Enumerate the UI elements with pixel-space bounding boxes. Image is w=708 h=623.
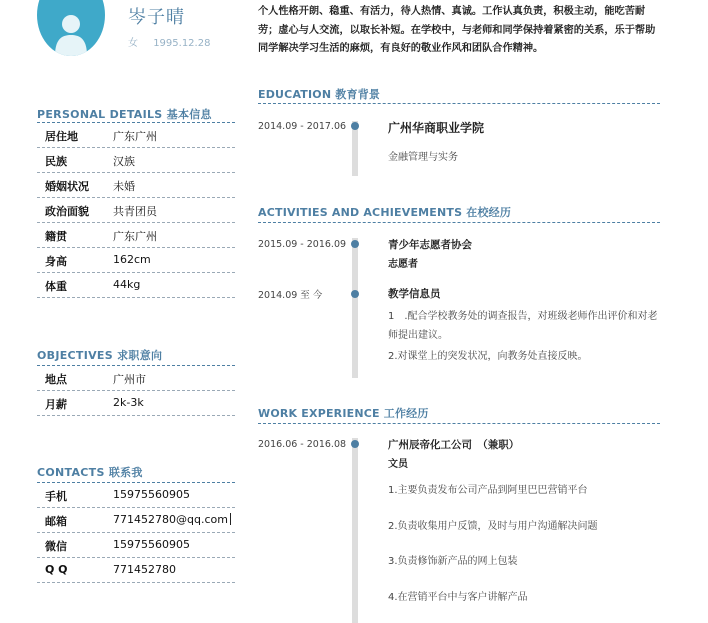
personal-row-political bbox=[37, 198, 235, 223]
contact-row-wechat bbox=[37, 533, 235, 558]
personal-list bbox=[37, 123, 235, 298]
education-major: 金融管理与实务 bbox=[388, 152, 458, 163]
personal-row-height bbox=[37, 248, 235, 273]
work-date: 2016.06 - 2016.08 bbox=[258, 439, 347, 450]
row-key: 手机 bbox=[45, 490, 67, 503]
personal-details-title: PERSONAL DETAILS 基本信息 bbox=[37, 108, 212, 121]
contact-row-email[interactable] bbox=[37, 508, 235, 533]
timeline-dot-icon bbox=[351, 440, 359, 448]
row-key: 体重 bbox=[45, 280, 67, 293]
personal-row-residence bbox=[37, 123, 235, 148]
activity-desc-2a: 1 .配合学校教务处的调查报告，对班级老师作出评价和对老师提出建议。 bbox=[388, 311, 658, 341]
work-duty-2: 2.负责收集用户反馈，及时与用户沟通解决问题 bbox=[388, 521, 598, 532]
objectives-title: OBJECTIVES 求职意向 bbox=[37, 349, 163, 362]
personal-row-marital bbox=[37, 173, 235, 198]
row-value: 2k-3k bbox=[113, 396, 144, 409]
row-value: 共青团员 bbox=[113, 205, 157, 218]
row-value: 未婚 bbox=[113, 180, 135, 193]
row-value: 汉族 bbox=[113, 155, 135, 168]
timeline-dot-icon bbox=[351, 122, 359, 130]
personal-row-weight bbox=[37, 273, 235, 298]
row-key: 居住地 bbox=[45, 130, 78, 143]
activity-org-2: 教学信息员 bbox=[388, 288, 441, 300]
row-key: 身高 bbox=[45, 255, 67, 268]
work-title: WORK EXPERIENCE 工作经历 bbox=[258, 407, 429, 420]
row-value: 162cm bbox=[113, 253, 151, 266]
row-key: 政治面貌 bbox=[45, 205, 89, 218]
education-school: 广州华商职业学院 bbox=[388, 121, 485, 135]
work-timeline-bar bbox=[352, 438, 358, 623]
activity-org-1: 青少年志愿者协会 bbox=[388, 239, 472, 251]
row-value: 771452780 bbox=[113, 563, 176, 576]
work-role: 文员 bbox=[388, 459, 408, 470]
left-column bbox=[0, 0, 236, 623]
row-key: 月薪 bbox=[45, 398, 67, 411]
timeline-dot-icon bbox=[351, 240, 359, 248]
row-value: 广东广州 bbox=[113, 130, 157, 143]
row-value: 广东广州 bbox=[113, 230, 157, 243]
self-introduction: 个人性格开朗、稳重、有活力，待人热情、真诚。工作认真负责，积极主动，能吃苦耐劳；虚心与人交流，以取长补短。在学校中，与老师和同学保持着紧密的关系，乐于帮助同学解决学习生活的麻烦，有良好的敬业作风和团队合作精神。 bbox=[258, 6, 656, 54]
row-value: 广州市 bbox=[113, 373, 146, 386]
profile-gender: 女 bbox=[128, 38, 138, 49]
activity-desc-2b: 2.对课堂上的突发状况，向教务处直接反映。 bbox=[388, 351, 588, 362]
row-key: 微信 bbox=[45, 540, 67, 553]
activity-date-1: 2015.09 - 2016.09 bbox=[258, 239, 347, 250]
activities-divider bbox=[258, 222, 660, 223]
activity-date-2: 2014.09 至 今 bbox=[258, 290, 323, 301]
row-key: 民族 bbox=[45, 155, 67, 168]
work-duty-1: 1.主要负责发布公司产品到阿里巴巴营销平台 bbox=[388, 485, 588, 496]
education-divider bbox=[258, 103, 660, 104]
activity-role-1: 志愿者 bbox=[388, 259, 418, 270]
row-key: 籍贯 bbox=[45, 230, 67, 243]
avatar bbox=[37, 0, 105, 56]
row-value: 15975560905 bbox=[113, 538, 190, 551]
work-divider bbox=[258, 423, 660, 424]
row-key: Q Q bbox=[45, 563, 68, 576]
contacts-title: CONTACTS 联系我 bbox=[37, 466, 143, 479]
right-column bbox=[258, 0, 708, 623]
contact-row-phone bbox=[37, 483, 235, 508]
education-title: EDUCATION 教育背景 bbox=[258, 88, 381, 101]
row-key: 地点 bbox=[45, 373, 67, 386]
work-duty-3: 3.负责修饰新产品的网上包装 bbox=[388, 556, 518, 567]
user-silhouette-icon bbox=[37, 0, 105, 56]
objective-row-salary bbox=[37, 391, 235, 416]
row-key: 婚姻状况 bbox=[45, 180, 89, 193]
personal-row-ethnicity bbox=[37, 148, 235, 173]
text-cursor bbox=[230, 513, 231, 525]
contact-row-qq bbox=[37, 558, 235, 583]
profile-name: 岑子晴 bbox=[128, 7, 185, 28]
row-value: 44kg bbox=[113, 278, 141, 291]
row-value: 15975560905 bbox=[113, 488, 190, 501]
email-text: 771452780@qq.com bbox=[113, 513, 228, 526]
education-date: 2014.09 - 2017.06 bbox=[258, 121, 347, 132]
timeline-dot-icon bbox=[351, 290, 359, 298]
email-value[interactable] bbox=[113, 513, 231, 526]
work-duty-4: 4.在营销平台中与客户讲解产品 bbox=[388, 592, 528, 603]
activities-title: ACTIVITIES AND ACHIEVEMENTS 在校经历 bbox=[258, 206, 512, 219]
row-key: 邮箱 bbox=[45, 515, 67, 528]
profile-birth: 1995.12.28 bbox=[153, 38, 211, 49]
personal-row-hometown bbox=[37, 223, 235, 248]
objectives-list bbox=[37, 366, 235, 416]
work-org: 广州辰帝化工公司 （兼职） bbox=[388, 439, 520, 451]
activities-timeline-bar bbox=[352, 238, 358, 378]
contacts-list bbox=[37, 483, 235, 583]
objective-row-location bbox=[37, 366, 235, 391]
profile-subline bbox=[128, 34, 222, 49]
